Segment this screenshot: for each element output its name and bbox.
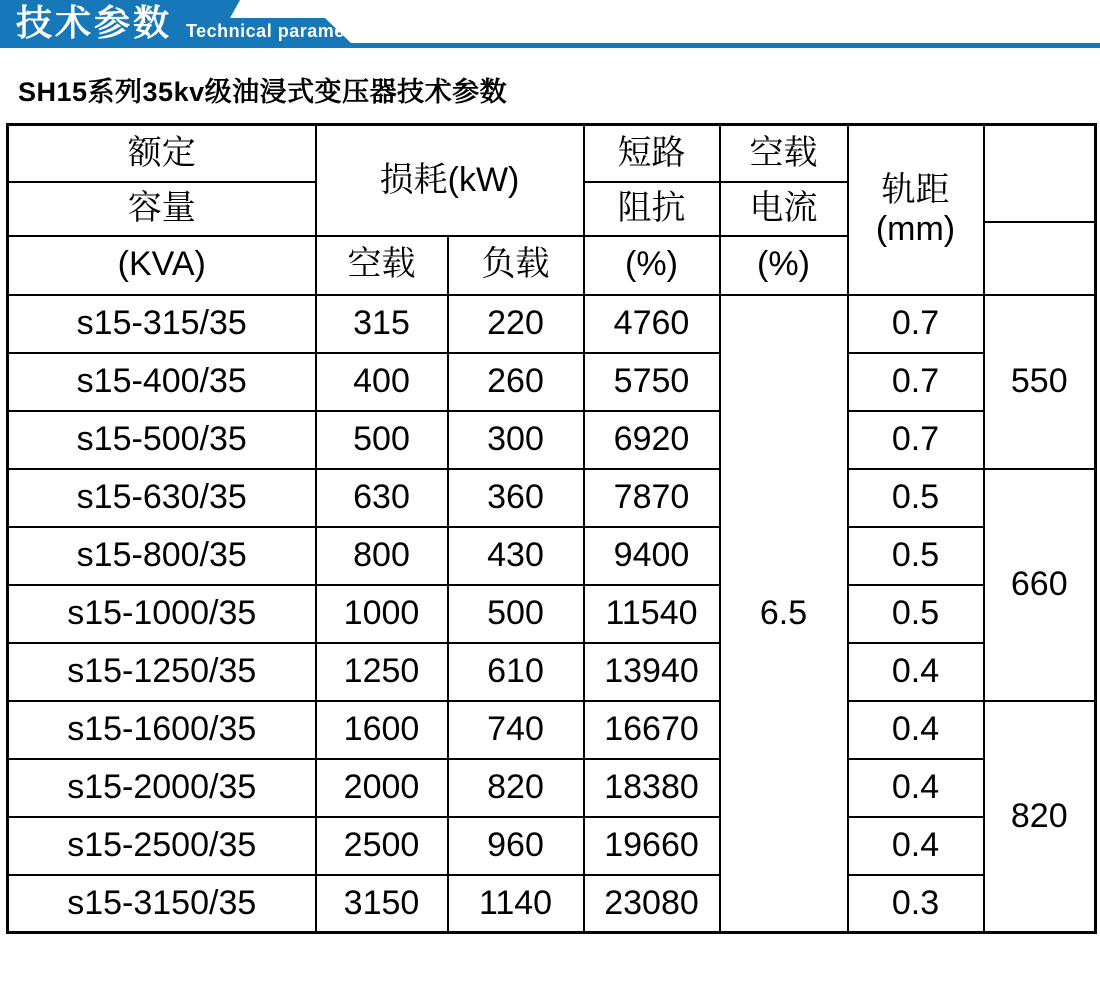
header-rated-line1: 额定 bbox=[8, 125, 316, 182]
header-noload-current-line1: 空载 bbox=[720, 125, 848, 182]
model-cell: s15-1250/35 bbox=[8, 643, 316, 701]
gauge-cell: 0.7 bbox=[848, 295, 984, 353]
banner bbox=[0, 0, 1100, 48]
impedance-cell: 9400 bbox=[584, 527, 720, 585]
impedance-cell: 19660 bbox=[584, 817, 720, 875]
load-loss-cell: 960 bbox=[448, 817, 584, 875]
load-loss-cell: 430 bbox=[448, 527, 584, 585]
table-row bbox=[8, 875, 1096, 933]
noload-loss-cell: 1250 bbox=[316, 643, 448, 701]
capacity-group-cell-820: 820 bbox=[984, 701, 1096, 933]
capacity-group-cell-660: 660 bbox=[984, 469, 1096, 701]
model-cell: s15-500/35 bbox=[8, 411, 316, 469]
gauge-cell: 0.4 bbox=[848, 817, 984, 875]
header-gauge bbox=[848, 125, 984, 295]
header-unlabeled-column bbox=[984, 125, 1096, 295]
model-cell: s15-2500/35 bbox=[8, 817, 316, 875]
header-gauge-line2: (mm) bbox=[875, 209, 956, 248]
model-cell: s15-315/35 bbox=[8, 295, 316, 353]
load-loss-cell: 1140 bbox=[448, 875, 584, 933]
impedance-cell: 13940 bbox=[584, 643, 720, 701]
gauge-cell: 0.4 bbox=[848, 643, 984, 701]
load-loss-cell: 220 bbox=[448, 295, 584, 353]
noload-loss-cell: 400 bbox=[316, 353, 448, 411]
header-gauge-line1: 轨距 bbox=[881, 170, 950, 209]
table-row bbox=[8, 527, 1096, 585]
technical-parameters-table bbox=[6, 123, 1097, 934]
banner-title: 技术参数 bbox=[16, 2, 173, 43]
table-row bbox=[8, 701, 1096, 759]
gauge-cell: 0.5 bbox=[848, 585, 984, 643]
impedance-cell: 18380 bbox=[584, 759, 720, 817]
noload-current-merged-cell: 6.5 bbox=[720, 295, 848, 933]
model-cell: s15-2000/35 bbox=[8, 759, 316, 817]
load-loss-cell: 500 bbox=[448, 585, 584, 643]
table-row bbox=[8, 643, 1096, 701]
load-loss-cell: 740 bbox=[448, 701, 584, 759]
impedance-cell: 5750 bbox=[584, 353, 720, 411]
load-loss-cell: 260 bbox=[448, 353, 584, 411]
table-row bbox=[8, 469, 1096, 527]
noload-loss-cell: 315 bbox=[316, 295, 448, 353]
header-rated-line2: 容量 bbox=[8, 182, 316, 236]
gauge-cell: 0.3 bbox=[848, 875, 984, 933]
gauge-cell: 0.4 bbox=[848, 759, 984, 817]
header-loss-group: 损耗(kW) bbox=[316, 125, 584, 236]
noload-loss-cell: 500 bbox=[316, 411, 448, 469]
table-row bbox=[8, 585, 1096, 643]
noload-loss-cell: 2500 bbox=[316, 817, 448, 875]
model-cell: s15-3150/35 bbox=[8, 875, 316, 933]
noload-loss-cell: 630 bbox=[316, 469, 448, 527]
noload-loss-cell: 3150 bbox=[316, 875, 448, 933]
gauge-cell: 0.5 bbox=[848, 469, 984, 527]
impedance-cell: 6920 bbox=[584, 411, 720, 469]
noload-loss-cell: 1000 bbox=[316, 585, 448, 643]
impedance-cell: 23080 bbox=[584, 875, 720, 933]
header-impedance-line3: (%) bbox=[584, 236, 720, 295]
header-impedance-line2: 阻抗 bbox=[584, 182, 720, 236]
table-row bbox=[8, 295, 1096, 353]
load-loss-cell: 360 bbox=[448, 469, 584, 527]
header-unlabeled-divider bbox=[985, 221, 1095, 223]
load-loss-cell: 610 bbox=[448, 643, 584, 701]
model-cell: s15-1000/35 bbox=[8, 585, 316, 643]
table-row bbox=[8, 411, 1096, 469]
capacity-group-cell-550: 550 bbox=[984, 295, 1096, 469]
header-noload-current-line2: 电流 bbox=[720, 182, 848, 236]
noload-loss-cell: 1600 bbox=[316, 701, 448, 759]
header-impedance-line1: 短路 bbox=[584, 125, 720, 182]
impedance-cell: 7870 bbox=[584, 469, 720, 527]
model-cell: s15-800/35 bbox=[8, 527, 316, 585]
gauge-cell: 0.5 bbox=[848, 527, 984, 585]
gauge-cell: 0.4 bbox=[848, 701, 984, 759]
header-rated-line3: (KVA) bbox=[8, 236, 316, 295]
header-row-1 bbox=[8, 125, 1096, 182]
gauge-cell: 0.7 bbox=[848, 411, 984, 469]
table-row bbox=[8, 353, 1096, 411]
header-loss-load: 负载 bbox=[448, 236, 584, 295]
header-noload-current-line3: (%) bbox=[720, 236, 848, 295]
impedance-cell: 16670 bbox=[584, 701, 720, 759]
load-loss-cell: 300 bbox=[448, 411, 584, 469]
model-cell: s15-1600/35 bbox=[8, 701, 316, 759]
section-title: SH15系列35kv级油浸式变压器技术参数 bbox=[18, 77, 508, 107]
gauge-cell: 0.7 bbox=[848, 353, 984, 411]
noload-loss-cell: 800 bbox=[316, 527, 448, 585]
table-row bbox=[8, 817, 1096, 875]
impedance-cell: 4760 bbox=[584, 295, 720, 353]
banner-subtitle: Technical parameter bbox=[186, 21, 370, 41]
header-loss-noload: 空载 bbox=[316, 236, 448, 295]
table-row bbox=[8, 759, 1096, 817]
impedance-cell: 11540 bbox=[584, 585, 720, 643]
noload-loss-cell: 2000 bbox=[316, 759, 448, 817]
model-cell: s15-400/35 bbox=[8, 353, 316, 411]
model-cell: s15-630/35 bbox=[8, 469, 316, 527]
load-loss-cell: 820 bbox=[448, 759, 584, 817]
